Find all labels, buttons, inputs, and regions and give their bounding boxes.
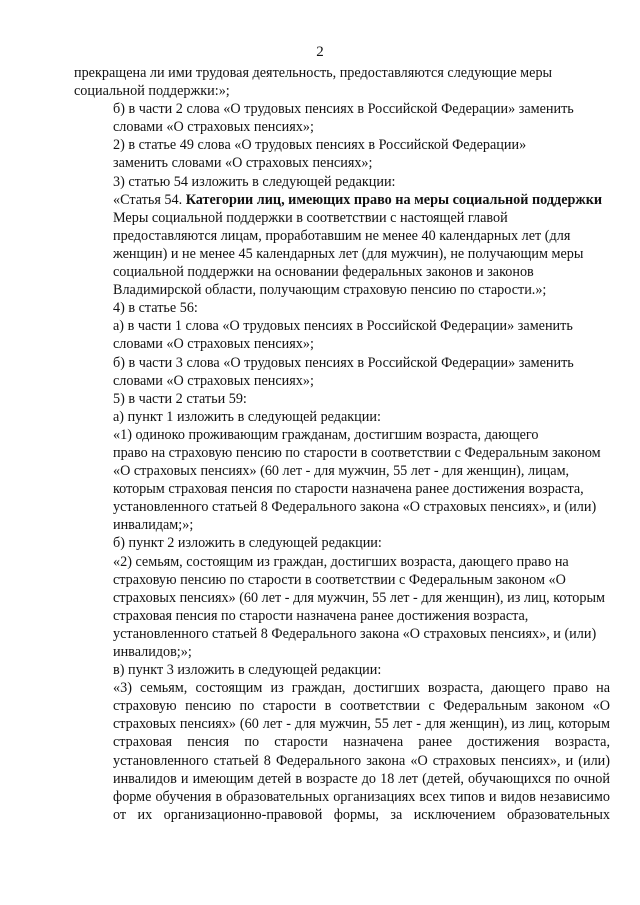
text-line: установленного статьей 8 Федерального закона «О страховых пенсиях», и (или) bbox=[113, 752, 610, 769]
text-line: инвалидов и имеющим детей в возрасте до 18 лет (детей, обучающихся по очной bbox=[113, 770, 610, 787]
article-title: Категории лиц, имеющих право на меры социальной поддержки bbox=[185, 191, 603, 208]
text-line: «3) семьям, состоящим из граждан, достигших возраста, дающего право на bbox=[113, 680, 610, 697]
text-line: установленного статьей 8 Федерального закона «О страховых пенсиях», и (или) bbox=[113, 499, 597, 516]
text-line: а) пункт 1 изложить в следующей редакции: bbox=[113, 408, 381, 425]
paragraph bbox=[74, 100, 610, 136]
paragraph bbox=[74, 661, 610, 679]
text-line: словами «О страховых пенсиях»; bbox=[113, 372, 314, 389]
text-line: «1) одиноко проживающим гражданам, достигшим возраста, дающего bbox=[113, 426, 539, 443]
text-line: Владимирской области, получающим страховую пенсию по старости.»; bbox=[113, 282, 547, 299]
paragraph bbox=[74, 354, 610, 390]
text-line: 2) в статье 49 слова «О трудовых пенсиях в Российской Федерации» bbox=[113, 137, 527, 154]
text-line: б) в части 3 слова «О трудовых пенсиях в Российской Федерации» заменить bbox=[113, 354, 574, 371]
paragraph bbox=[74, 209, 610, 299]
paragraph bbox=[74, 408, 610, 426]
article-heading bbox=[74, 191, 610, 209]
text-line: форме обучения в образовательных организациях всех типов и видов независимо bbox=[113, 788, 610, 805]
paragraph bbox=[74, 173, 610, 191]
text-line: социальной поддержки:»; bbox=[74, 83, 230, 100]
text-line: социальной поддержки на основании федеральных законов и законов bbox=[113, 264, 534, 281]
text-line: страховая пенсия по старости назначена ранее достижения возраста, bbox=[113, 734, 610, 751]
text-line: заменить словами «О страховых пенсиях»; bbox=[113, 155, 373, 172]
paragraph bbox=[74, 553, 610, 662]
text-line: б) в части 2 слова «О трудовых пенсиях в Российской Федерации» заменить bbox=[113, 101, 574, 118]
text-line: страховую пенсию по старости в соответствии с Федеральным законом «О bbox=[113, 571, 566, 588]
document-body bbox=[74, 64, 610, 824]
paragraph bbox=[74, 534, 610, 552]
text-line: предоставляются лицам, проработавшим не менее 40 календарных лет (для bbox=[113, 227, 571, 244]
text-line: б) пункт 2 изложить в следующей редакции: bbox=[113, 535, 382, 552]
page-number: 2 bbox=[316, 44, 324, 60]
text-line: а) в части 1 слова «О трудовых пенсиях в Российской Федерации» заменить bbox=[113, 318, 573, 335]
text-line: страховых пенсиях» (60 лет - для мужчин, 55 лет - для женщин), из лиц, которым bbox=[113, 716, 610, 733]
text-line: прекращена ли ими трудовая деятельность, предоставляются следующие меры bbox=[74, 65, 553, 81]
text-line: 3) статью 54 изложить в следующей редакции: bbox=[113, 173, 396, 190]
text-line: страховая пенсия по старости назначена ранее достижения возраста, bbox=[113, 607, 529, 624]
paragraph bbox=[74, 426, 610, 535]
paragraph bbox=[74, 390, 610, 408]
paragraph bbox=[74, 679, 610, 824]
text-line: 4) в статье 56: bbox=[113, 300, 198, 317]
text-line: 5) в части 2 статьи 59: bbox=[113, 390, 247, 407]
text-line: словами «О страховых пенсиях»; bbox=[113, 336, 314, 353]
text-line: женщин) и не менее 45 календарных лет (для мужчин), не получающим меры bbox=[113, 245, 584, 262]
text-line: словами «О страховых пенсиях»; bbox=[113, 119, 314, 136]
text-line: в) пункт 3 изложить в следующей редакции: bbox=[113, 662, 382, 679]
text-line: от их организационно-правовой формы, за исключением образовательных bbox=[113, 806, 610, 823]
paragraph bbox=[74, 64, 610, 100]
paragraph bbox=[74, 136, 610, 172]
text-line: «2) семьям, состоящим из граждан, достигших возраста, дающего право на bbox=[113, 553, 569, 570]
text-line: «О страховых пенсиях» (60 лет - для мужчин, 55 лет - для женщин), лицам, bbox=[113, 463, 570, 480]
paragraph bbox=[74, 299, 610, 317]
text-line: страховых пенсиях» (60 лет - для мужчин, 55 лет - для женщин), из лиц, которым bbox=[113, 589, 606, 606]
article-number: «Статья 54. bbox=[113, 191, 183, 208]
text-line: страховую пенсию по старости в соответствии с Федеральным законом «О bbox=[113, 698, 610, 715]
text-line: инвалидам;»; bbox=[113, 517, 194, 534]
text-line: установленного статьей 8 Федерального закона «О страховых пенсиях», и (или) bbox=[113, 625, 597, 642]
text-line: Меры социальной поддержки в соответствии с настоящей главой bbox=[113, 209, 508, 226]
text-line: инвалидов;»; bbox=[113, 644, 192, 660]
text-line: которым страховая пенсия по старости назначена ранее достижения возраста, bbox=[113, 481, 584, 498]
paragraph bbox=[74, 317, 610, 353]
text-line: право на страховую пенсию по старости в соответствии с Федеральным законом bbox=[113, 444, 601, 461]
